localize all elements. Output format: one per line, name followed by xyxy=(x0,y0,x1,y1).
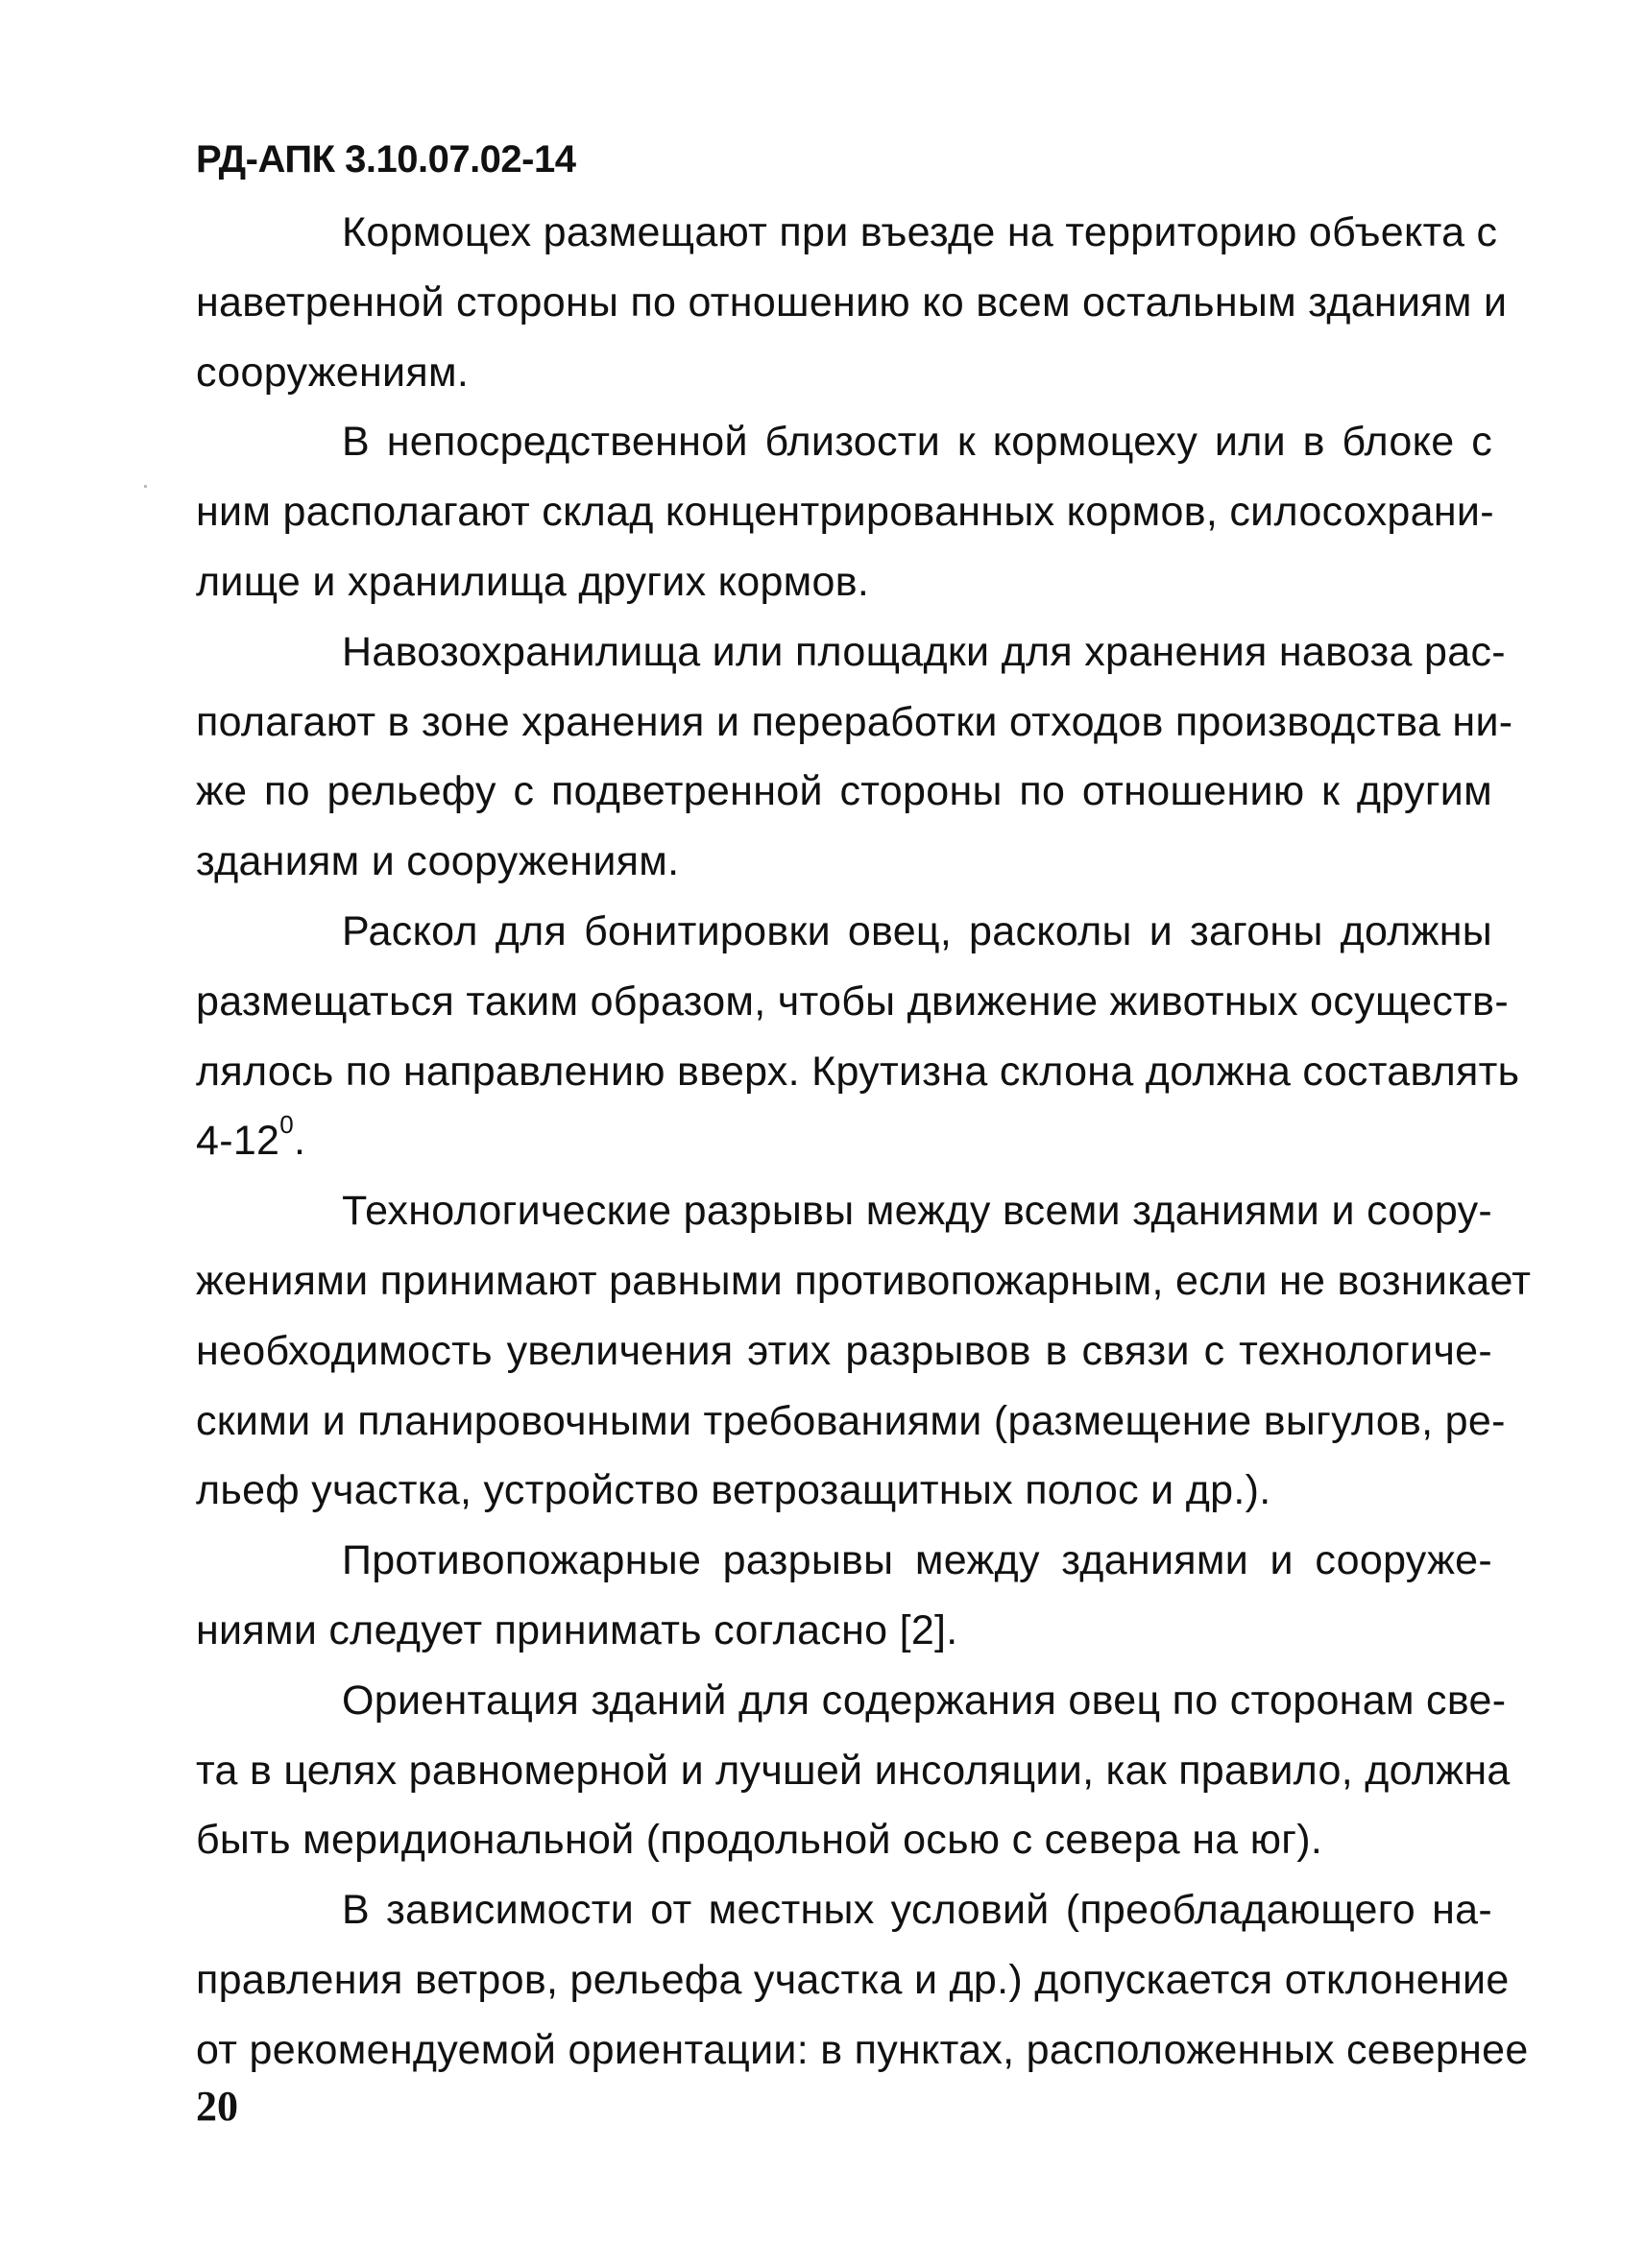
paragraph-line: лище и хранилища других кормов. xyxy=(196,558,870,605)
paragraph-manure-storage xyxy=(196,617,1513,897)
paragraph-line: зданиям и сооружениям. xyxy=(196,838,680,885)
paragraph-line: Кормоцех размещают при въезде на территорию объекта с xyxy=(342,209,1498,255)
paragraph-line: правления ветров, рельефа участка и др.) допускается отклонение xyxy=(196,1956,1510,2003)
paragraph-line: сооружениям. xyxy=(196,349,470,396)
paragraph-orientation xyxy=(196,1666,1511,1875)
slope-end: . xyxy=(294,1118,306,1165)
paragraph-line: от рекомендуемой ориентации: в пунктах, расположенных севернее xyxy=(196,2026,1529,2073)
paragraph-line: быть меридиональной (продольной осью с севера на юг). xyxy=(196,1817,1323,1864)
paragraph-orientation-deviation xyxy=(196,1875,1529,2085)
paragraph-line: ним располагают склад концентрированных кормов, силосохрани- xyxy=(196,489,1494,536)
paragraph-fire-gaps xyxy=(196,1526,1492,1666)
paragraph-line: Ориентация зданий для содержания овец по сторонам све- xyxy=(342,1677,1507,1724)
scan-speck xyxy=(144,485,147,488)
paragraph-line: наветренной стороны по отношению ко всем остальным зданиям и xyxy=(196,278,1508,326)
degree-sign: 0 xyxy=(279,1110,295,1140)
paragraph-line: Раскол для бонитировки овец, расколы и загоны должны xyxy=(342,907,1492,954)
paragraph-line: полагают в зоне хранения и переработки отходов производства ни- xyxy=(196,698,1513,745)
paragraph-line: размещаться таким образом, чтобы движение животных осуществ- xyxy=(196,977,1509,1025)
paragraph-line: В непосредственной близости к кормоцеху или в блоке с xyxy=(342,419,1492,466)
slope-value-line xyxy=(196,1106,1492,1176)
paragraph-grading-pens xyxy=(196,897,1520,1176)
paragraph-line: Противопожарные разрывы между зданиями и сооруже- xyxy=(342,1537,1492,1584)
body-text xyxy=(196,198,1532,2086)
slope-value: 4-12 xyxy=(196,1118,280,1165)
paragraph-line: скими и планировочными требованиями (размещение выгулов, ре- xyxy=(196,1397,1506,1444)
paragraph-feed-shop xyxy=(196,198,1508,407)
paragraph-line: В зависимости от местных условий (преобладающего на- xyxy=(342,1887,1492,1934)
paragraph-line: лялось по направлению вверх. Крутизна склона должна составлять xyxy=(196,1048,1520,1095)
page-number: 20 xyxy=(196,2083,238,2130)
paragraph-line: Технологические разрывы между всеми зданиями и соору- xyxy=(342,1188,1492,1235)
paragraph-line: же по рельефу с подветренной стороны по отношению к другим xyxy=(196,768,1492,815)
paragraph-line: ниями следует принимать согласно [2]. xyxy=(196,1606,958,1653)
paragraph-technological-gaps xyxy=(196,1176,1532,1526)
paragraph-line: необходимость увеличения этих разрывов в связи с технологиче- xyxy=(196,1327,1492,1374)
paragraph-line: льеф участка, устройство ветрозащитных полос и др.). xyxy=(196,1467,1271,1514)
paragraph-line: та в целях равномерной и лучшей инсоляции, как правило, должна xyxy=(196,1747,1511,1794)
paragraph-line: жениями принимают равными противопожарным, если не возникает xyxy=(196,1257,1532,1304)
document-code-header: РД-АПК 3.10.07.02-14 xyxy=(196,138,576,181)
paragraph-feed-storage xyxy=(196,407,1492,616)
paragraph-line: Навозохранилища или площадки для хранения навоза рас- xyxy=(342,628,1506,675)
